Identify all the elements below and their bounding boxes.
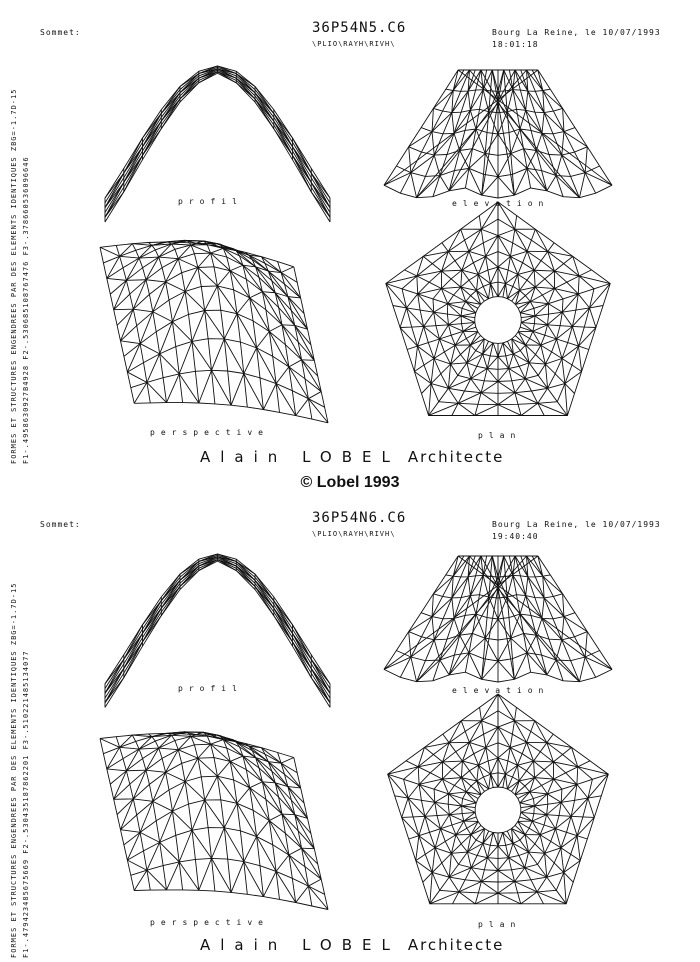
architect-word: Architecte — [407, 936, 505, 954]
drawing-sheet-1 — [0, 0, 700, 470]
elevation-view — [384, 70, 612, 198]
drawing-time: 18:01:18 — [492, 40, 539, 49]
vertical-caption-1: FORMES ET STRUCTURES ENGENDREES PAR DES ELEMENTS IDENTIQUES ZBG=-1.7D-15 — [10, 88, 18, 464]
perspective-view — [100, 732, 328, 910]
plan-label: plan — [478, 920, 522, 929]
perspective-label: perspective — [150, 918, 269, 927]
profil-label: profil — [178, 684, 243, 693]
vertical-caption-1: FORMES ET STRUCTURES ENGENDREES PAR DES ELEMENTS IDENTIQUES ZBG=-1.7D-15 — [10, 582, 18, 958]
elevation-label: elevation — [452, 199, 550, 208]
vertical-caption-2: F1-.4958630927B4928 F2-.530685108767476 F3-.378660536096646 — [22, 156, 30, 464]
architect-name: Alain LOBEL — [200, 936, 400, 954]
drawing-sheet-2 — [0, 500, 700, 962]
drawing-code: 36P54N5.C6 — [312, 20, 407, 36]
drawing-path: \PLIO\RAYH\RIVH\ — [312, 530, 396, 538]
sommet-label: Sommet: — [40, 520, 81, 529]
drawing-code: 36P54N6.C6 — [312, 510, 407, 526]
place-date: Bourg La Reine, le 10/07/1993 — [492, 28, 661, 37]
perspective-label: perspective — [150, 428, 269, 437]
copyright-caption: © Lobel 1993 — [300, 474, 400, 491]
vertical-caption-2: F1-.479423485675669 F2-.530435187862201 F3-.510221485134077 — [22, 650, 30, 958]
elevation-view — [384, 556, 612, 682]
place-date: Bourg La Reine, le 10/07/1993 — [492, 520, 661, 529]
perspective-view — [100, 240, 328, 422]
drawing-time: 19:40:40 — [492, 532, 539, 541]
drawing-path: \PLIO\RAYH\RIVH\ — [312, 40, 396, 48]
plan-label: plan — [478, 431, 522, 440]
plan-view — [388, 694, 609, 904]
sommet-label: Sommet: — [40, 28, 81, 37]
architect-word: Architecte — [407, 448, 505, 466]
wireframe-drawings — [0, 0, 700, 470]
architect-signature — [200, 936, 504, 954]
architect-signature — [200, 448, 504, 466]
profil-label: profil — [178, 197, 243, 206]
elevation-label: elevation — [452, 686, 550, 695]
architect-name: Alain LOBEL — [200, 448, 400, 466]
plan-view — [386, 202, 610, 416]
wireframe-drawings — [0, 500, 700, 962]
